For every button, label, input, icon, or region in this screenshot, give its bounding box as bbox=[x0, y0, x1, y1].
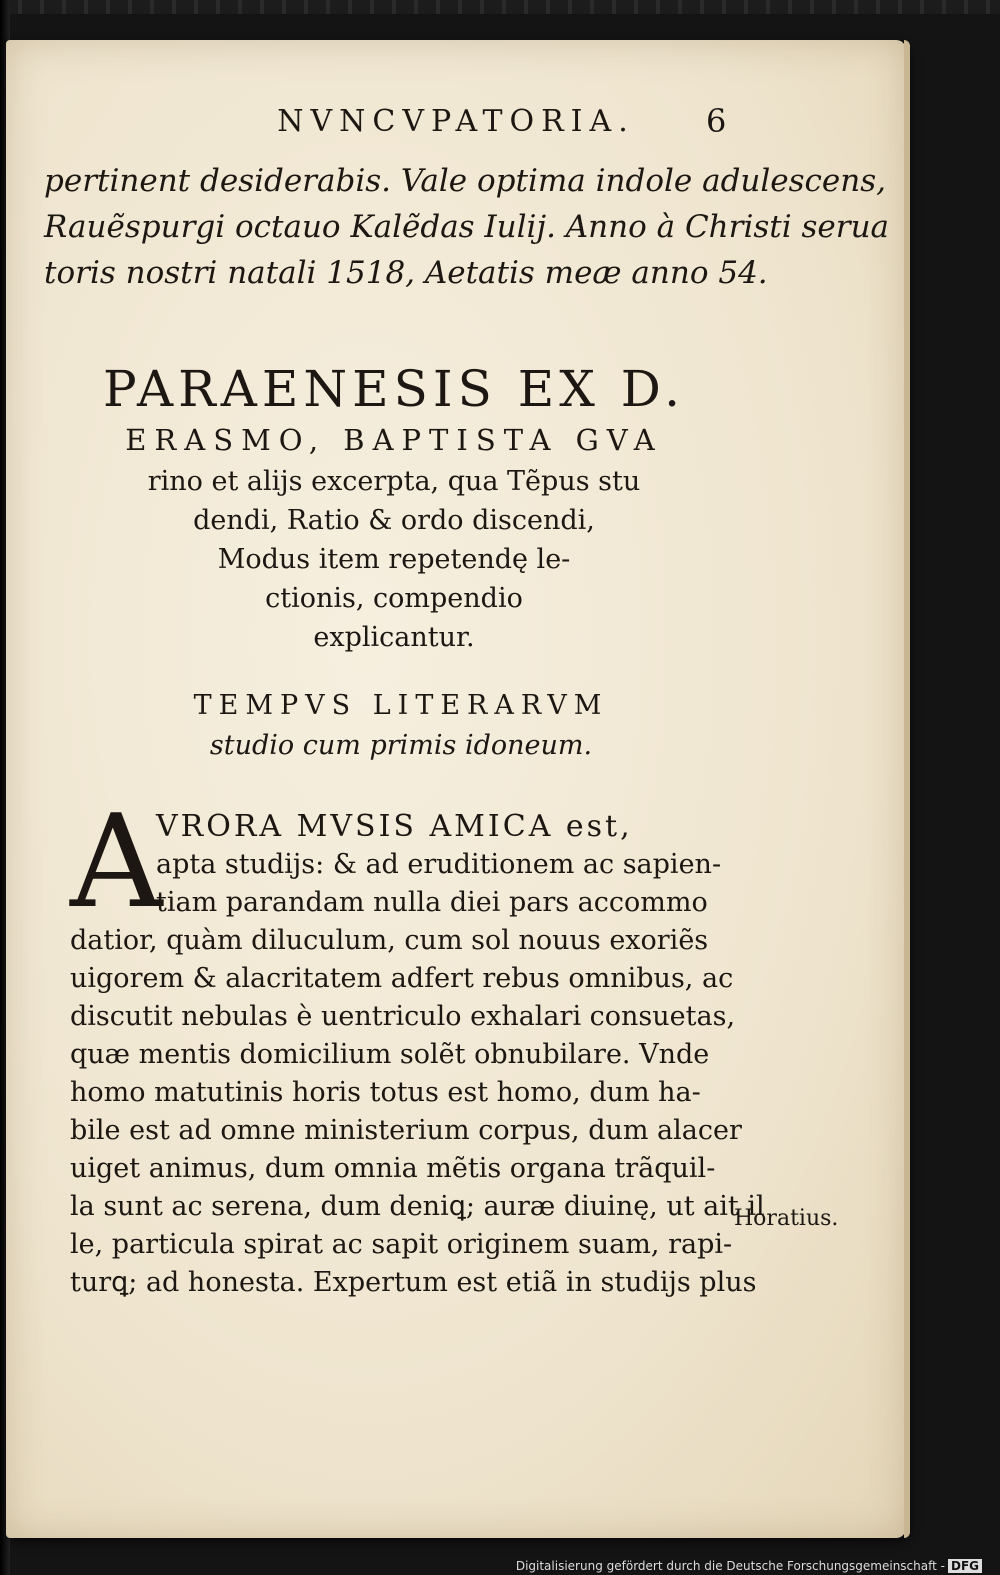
body-line: le, particula spirat ac sapit originem suam, rapi- bbox=[70, 1229, 733, 1260]
body-line: uigorem & alacritatem adfert rebus omnibus, ac bbox=[70, 963, 734, 994]
letter-closing bbox=[44, 158, 890, 296]
body-line: apta studijs: & ad eruditionem ac sapien- bbox=[156, 849, 722, 880]
body-line: la sunt ac serena, dum deniꝗ; auræ diuinę, ut ait il bbox=[70, 1191, 765, 1222]
title-line: dendi, Ratio & ordo discendi, bbox=[193, 505, 595, 536]
section-title: TEMPVS LITERARVM bbox=[193, 690, 609, 721]
credit-text: Digitalisierung gefördert durch die Deutsche Forschungsgemeinschaft - bbox=[515, 1559, 945, 1573]
body-line: tiam parandam nulla diei pars accommo bbox=[156, 887, 708, 918]
page-edge bbox=[904, 40, 910, 1538]
treatise-title bbox=[6, 360, 782, 657]
title-line: rino et alijs excerpta, qua Tẽpus stu bbox=[147, 466, 641, 497]
letter-line: pertinent desiderabis. Vale optima indole adulescens, bbox=[44, 163, 886, 199]
book-page bbox=[6, 40, 906, 1538]
dfg-logo: DFG bbox=[948, 1559, 982, 1573]
title-line: ERASMO, BAPTISTA GVA bbox=[125, 423, 663, 457]
body-line: uiget animus, dum omnia mẽtis organa trãquil- bbox=[70, 1153, 716, 1184]
marginal-note: Horatius. bbox=[734, 1206, 839, 1231]
body-text bbox=[70, 788, 770, 1302]
title-main: PARAENESIS EX D. bbox=[102, 360, 685, 418]
page-number: 6 bbox=[706, 102, 727, 140]
body-line: datior, quàm diluculum, cum sol nouus exoriẽs bbox=[70, 925, 709, 956]
body-line: turꝗ; ad honesta. Expertum est etiã in studijs plus bbox=[70, 1267, 757, 1298]
body-line: homo matutinis horis totus est homo, dum ha- bbox=[70, 1077, 701, 1108]
section-subtitle: studio cum primis idoneum. bbox=[209, 730, 593, 761]
body-line: VRORA MVSIS AMICA est, bbox=[156, 809, 633, 844]
running-head: NVNCVPATORIA. bbox=[277, 104, 635, 139]
title-line: Modus item repetendę le- bbox=[217, 544, 571, 575]
letter-line: toris nostri natali 1518, Aetatis meæ anno 54. bbox=[44, 255, 768, 291]
drop-cap: A bbox=[70, 788, 163, 937]
body-line: bile est ad omne ministerium corpus, dum alacer bbox=[70, 1115, 742, 1146]
letter-line: Rauẽspurgi octauo Kalẽdas Iulij. Anno à Christi serua bbox=[44, 209, 890, 245]
title-line: explicantur. bbox=[313, 622, 475, 653]
title-line: ctionis, compendio bbox=[265, 583, 523, 614]
body-line: quæ mentis domicilium solẽt obnubilare. Vnde bbox=[70, 1039, 710, 1070]
body-line: discutit nebulas è uentriculo exhalari consuetas, bbox=[70, 1001, 736, 1032]
section-heading bbox=[6, 686, 796, 766]
digitization-credit bbox=[516, 1559, 982, 1573]
